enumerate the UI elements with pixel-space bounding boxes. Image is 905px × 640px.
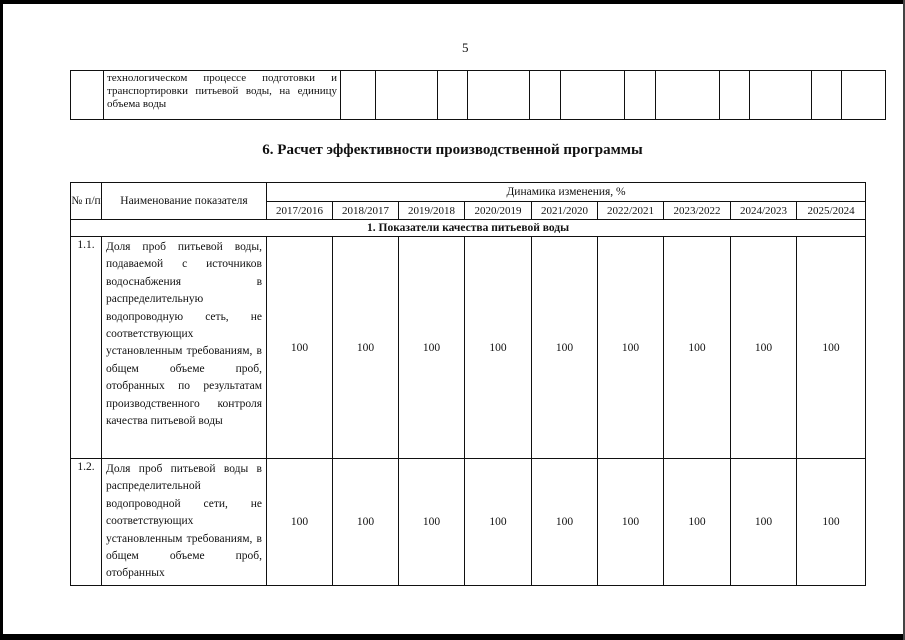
table-row: [71, 459, 866, 586]
year-header: 2019/2018: [399, 202, 465, 220]
continuation-num-cell: [71, 71, 104, 120]
value-cell: 100: [267, 459, 333, 586]
year-header: 2024/2023: [731, 202, 797, 220]
year-header: 2021/2020: [532, 202, 598, 220]
value-cell: 100: [532, 237, 598, 459]
scan-edge-top: [0, 0, 905, 4]
value-cell: 100: [598, 459, 664, 586]
value-cell: 100: [267, 237, 333, 459]
value-cell: 100: [399, 459, 465, 586]
value-cell: 100: [731, 459, 797, 586]
value-cell: 100: [465, 459, 532, 586]
value-cell: 100: [465, 237, 532, 459]
continuation-text: технологическом процессе подготовки и транспортировки питьевой воды, на единицу объема воды: [104, 71, 341, 120]
col-num-header: № п/п: [71, 183, 102, 220]
value-cell: 100: [664, 237, 731, 459]
year-header: 2018/2017: [333, 202, 399, 220]
scan-edge-left: [0, 0, 3, 640]
page-number: 5: [462, 40, 469, 55]
year-header: 2022/2021: [598, 202, 664, 220]
value-cell: 100: [333, 237, 399, 459]
year-header: 2025/2024: [797, 202, 866, 220]
value-cell: 100: [664, 459, 731, 586]
continuation-table: [70, 70, 886, 120]
year-header: 2017/2016: [267, 202, 333, 220]
header-row: [71, 183, 866, 202]
year-header: 2020/2019: [465, 202, 532, 220]
section-title: 6. Расчет эффективности производственной программы: [262, 142, 643, 158]
row-number: 1.2.: [71, 459, 102, 586]
value-cell: 100: [598, 237, 664, 459]
row-name: Доля проб питьевой воды в распределительной водопроводной сети, не соответствующих установленным требованиям, в общем объеме проб, отобранных: [102, 459, 267, 586]
year-header: 2023/2022: [664, 202, 731, 220]
value-cell: 100: [399, 237, 465, 459]
continuation-row: [71, 71, 886, 120]
scan-edge-bottom: [0, 634, 905, 640]
row-name: Доля проб питьевой воды, подаваемой с источников водоснабжения в распределительную водопроводную сеть, не соответствующих установленным требованиям, в общем объеме проб, отобранных по результатам производственного контроля качества питьевой воды: [102, 237, 267, 459]
efficiency-table: [70, 182, 866, 586]
section-row: [71, 220, 866, 237]
value-cell: 100: [731, 237, 797, 459]
value-cell: 100: [797, 459, 866, 586]
section-1-heading: 1. Показатели качества питьевой воды: [71, 220, 866, 237]
value-cell: 100: [797, 237, 866, 459]
col-name-header: Наименование показателя: [102, 183, 267, 220]
row-number: 1.1.: [71, 237, 102, 459]
table-row: [71, 237, 866, 459]
value-cell: 100: [532, 459, 598, 586]
value-cell: 100: [333, 459, 399, 586]
dynamics-header: Динамика изменения, %: [267, 183, 866, 202]
